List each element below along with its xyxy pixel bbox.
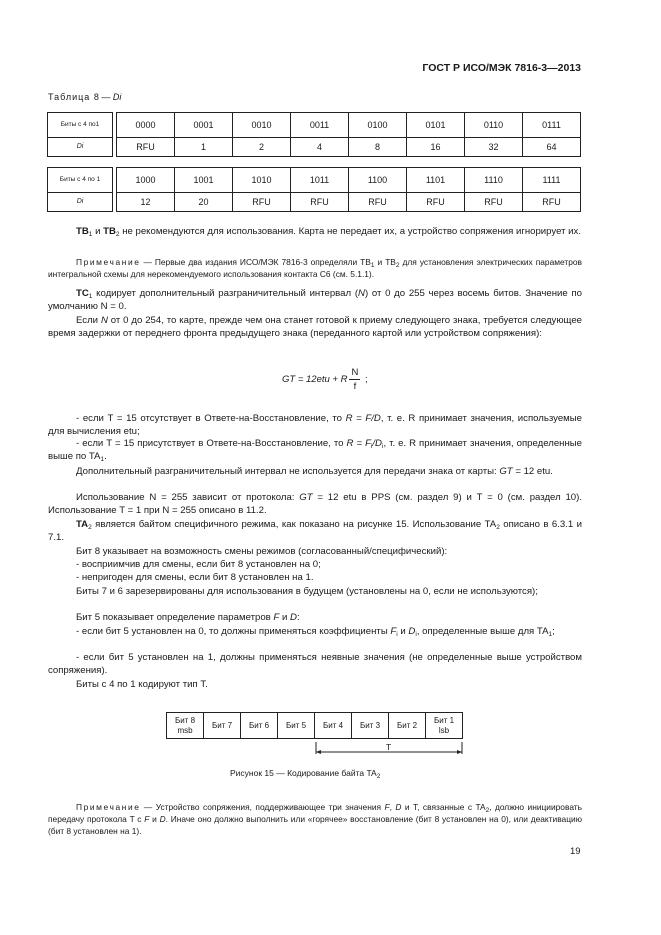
text: Использование N = 255 зависит от протокола: (76, 492, 300, 503)
bit-cell (389, 713, 426, 739)
table-cell: RFU (117, 138, 175, 157)
table-cell: 4 (291, 138, 349, 157)
paragraph-gt-card (48, 466, 582, 479)
table-caption-symbol: Di (112, 92, 122, 102)
table-cell: 0000 (117, 113, 175, 138)
symbol-f: F (390, 626, 397, 637)
formula-inline: R = F/D (345, 413, 381, 424)
table-caption (48, 92, 121, 102)
bit-label: Бит 5 (285, 720, 307, 730)
paragraph-bit5-1: - если бит 5 установлен на 1, должны применяться неявные значения (не определенные выше устройством сопряжения). (48, 652, 582, 676)
text: и (149, 814, 160, 824)
subscript: 1 (100, 455, 105, 463)
bit-cell (204, 713, 241, 739)
text: Если (76, 315, 101, 326)
text: ) от 0 до 255 через восемь битов. Значение по умолчанию N = 0. (48, 288, 582, 312)
symbol-d: D (395, 802, 402, 812)
table-caption-prefix: Таблица (48, 92, 91, 102)
subscript: 2 (485, 807, 490, 814)
formula-inline: R = F (346, 438, 371, 449)
text: не рекомендуются для использования. Карта не передает их, а устройство сопряжения игнорирует их. (119, 226, 581, 237)
symbol-d: D (408, 626, 416, 637)
table-row-label: Di (48, 138, 113, 157)
text: является байтом специфичного режима, как показано на рисунке 15. Использование TA (91, 519, 497, 530)
text: от 0 до 254, то карте, прежде чем она станет готовой к приему следующего знака, требуется следующее время задержки от переднего фронта предыдущего знака (переданного картой или устройством сопряжения): (48, 315, 582, 339)
table-cell: 1100 (349, 168, 407, 193)
text: , т. е. R принимает значения, используемые для вычисления etu; (48, 413, 582, 437)
subscript: 1 (370, 262, 375, 269)
table-row-label: Биты с 4 по1 (48, 113, 113, 138)
formula-inline: GT (499, 466, 513, 477)
subscript: i (370, 443, 373, 450)
table-row-label: Di (48, 193, 113, 212)
text: - если T = 15 отсутствует в Ответе-на-Восстановление, то (76, 413, 346, 424)
term-tb2: TB (103, 226, 116, 237)
paragraph-t15-present (48, 438, 582, 464)
bit-label: Бит 3 (359, 720, 381, 730)
table-cell: 1110 (465, 168, 523, 193)
text: . (104, 450, 107, 462)
table-cell: 1 (175, 138, 233, 157)
subscript: 2 (496, 524, 500, 531)
text: и (92, 226, 104, 237)
note-label: Примечание (76, 802, 141, 812)
bit-sublabel: lsb (438, 725, 450, 735)
text: . Иначе оно должно выполнить или «горячее» восстановление (бит 8 установлен на 0), или деактивацию (бит 8 установлен на 1). (48, 814, 582, 836)
symbol-d: D (159, 814, 166, 824)
paragraph-bit8: Бит 8 указывает на возможность смены режимов (согласованный/специфический): (76, 546, 448, 557)
text: - если бит 5 установлен на 0, то должны применяться коэффициенты (76, 626, 391, 637)
arrow-left-icon (316, 750, 321, 754)
table-cell: 0111 (523, 113, 581, 138)
paragraph-delay (48, 315, 582, 341)
figure-caption-text: Рисунок 15 — Кодирование байта TA (230, 768, 377, 778)
t-span-label: T (386, 742, 392, 752)
subscript: 1 (548, 631, 553, 638)
paragraph-bits76: Биты 7 и 6 зарезервированы для использования в будущем (установлены на 0, если не используются); (76, 586, 538, 597)
table-cell: 0011 (291, 113, 349, 138)
bit-sublabel: msb (177, 725, 193, 735)
table-cell: 1000 (117, 168, 175, 193)
paragraph-bit5-0 (48, 626, 582, 639)
text: - если T = 15 присутствует в Ответе-на-Восстановление, то (76, 438, 347, 449)
text: , определенные выше для TA (416, 626, 549, 637)
term-tb1: TB (76, 226, 89, 237)
document-header: ГОСТ Р ИСО/МЭК 7816-3—2013 (422, 62, 581, 74)
fraction-numerator: N (351, 367, 359, 378)
text: = 12 etu в PPS (см. раздел 9) и T = 0 (см. раздел 10). Использование T = 1 при N = 255 описано в 11.2. (48, 492, 582, 516)
bit-cell (278, 713, 315, 739)
table-cell: RFU (465, 193, 523, 212)
di-table-2 (47, 167, 581, 212)
formula-inline: /D (372, 438, 382, 449)
text: и T, связанные с TA (401, 802, 486, 812)
subscript: i (396, 631, 398, 638)
table-cell: 1101 (407, 168, 465, 193)
table-cell: 0001 (175, 113, 233, 138)
table-cell: 0101 (407, 113, 465, 138)
table-cell: 64 (523, 138, 581, 157)
fraction-denominator: f (353, 381, 357, 392)
subscript: 2 (88, 524, 92, 531)
symbol-n: N (358, 288, 365, 299)
table-caption-sep: — (98, 92, 113, 102)
formula-end: ; (362, 374, 368, 386)
table-cell: 16 (407, 138, 465, 157)
paragraph-ta2 (48, 519, 582, 545)
text: , (389, 802, 396, 812)
term-ta2: TA (76, 519, 89, 530)
bit-cell (426, 713, 463, 739)
formula-inline: GT (299, 492, 313, 503)
table-cell: RFU (407, 193, 465, 212)
text: , т. е. R принимает значения, определенные выше по TA (48, 438, 582, 462)
text: , должно инициировать передачу протокола T с (48, 802, 582, 824)
paragraph-tc1 (48, 288, 582, 314)
table-row-label: Биты с 4 по 1 (48, 168, 113, 193)
bit-cell (315, 713, 352, 739)
text: и (397, 626, 409, 637)
subscript: 2 (376, 773, 381, 780)
figure-15-byte (166, 712, 463, 739)
table-cell: 2 (233, 138, 291, 157)
paragraph-bits41: Биты с 4 по 1 кодируют тип T. (76, 679, 208, 690)
bit-label: Бит 8 (174, 715, 196, 725)
table-cell: RFU (291, 193, 349, 212)
subscript: i (381, 443, 384, 450)
term-tc1: TC (76, 288, 89, 299)
table-cell: 1111 (523, 168, 581, 193)
bit-label: Бит 6 (248, 720, 270, 730)
table-caption-number: 8 (93, 92, 99, 102)
bit-label: Бит 7 (211, 720, 233, 730)
symbol-n: N (100, 315, 108, 326)
subscript: 2 (395, 262, 400, 269)
table-cell: 0100 (349, 113, 407, 138)
paragraph-bit8-0: - восприимчив для смены, если бит 8 установлен на 0; (76, 559, 321, 570)
text: Дополнительный разграничительный интервал не используется для передачи знака от карты: (76, 466, 500, 477)
note-1 (48, 256, 582, 280)
table-cell: 1010 (233, 168, 291, 193)
table-cell: 0010 (233, 113, 291, 138)
bit-cell (167, 713, 204, 739)
symbol-d: D (290, 612, 297, 623)
text: кодирует дополнительный разграничительный интервал ( (92, 288, 359, 299)
table-cell: RFU (349, 193, 407, 212)
note-2 (48, 801, 582, 837)
table-cell: 1001 (175, 168, 233, 193)
note-label: Примечание (76, 257, 141, 267)
page-number: 19 (570, 846, 581, 857)
paragraph-t15-absent (48, 413, 582, 439)
text: и (279, 612, 290, 623)
figure-caption (230, 768, 380, 778)
text: описано в 6.3.1 и 7.1. (48, 519, 582, 543)
table-cell: 1011 (291, 168, 349, 193)
bit-label: Бит 2 (396, 720, 418, 730)
text: — Устройство сопряжения, поддерживающее три значения (140, 802, 385, 812)
arrow-right-icon (457, 750, 462, 754)
table-cell: 0110 (465, 113, 523, 138)
subscript: 1 (88, 231, 93, 238)
formula-gt (282, 366, 368, 393)
bit-label: Бит 4 (322, 720, 344, 730)
paragraph-bit8-1: - непригоден для смены, если бит 8 установлен на 1. (76, 572, 314, 583)
text: для установления электрических параметров интегральной схемы для нерекомендуемого использования контакта C6 (см. 5.1.1). (48, 257, 582, 279)
bit-label: Бит 1 (433, 715, 455, 725)
subscript: 1 (88, 293, 93, 300)
table-cell: 8 (349, 138, 407, 157)
paragraph-bit5 (48, 612, 582, 625)
paragraph-tb (48, 226, 582, 239)
table-cell: RFU (523, 193, 581, 212)
text: и TB (374, 257, 396, 267)
symbol-f: F (384, 802, 390, 812)
subscript: i (415, 631, 417, 638)
di-table-1 (47, 112, 581, 157)
text: : (296, 612, 300, 623)
text: Бит 5 показывает определение параметров (76, 612, 274, 623)
symbol-f: F (144, 814, 150, 824)
text: — Первые два издания ИСО/МЭК 7816-3 определяли TB (140, 257, 371, 267)
formula-lhs: GT = 12etu + R (282, 374, 348, 386)
table-cell: 32 (465, 138, 523, 157)
paragraph-n255 (48, 492, 582, 518)
bit-cell (241, 713, 278, 739)
formula-fraction (349, 366, 360, 393)
subscript: 2 (115, 231, 120, 238)
bit-cell (352, 713, 389, 739)
table-cell: 12 (117, 193, 175, 212)
text: = 12 etu. (512, 466, 553, 477)
symbol-f: F (273, 612, 280, 623)
text: ; (552, 626, 555, 637)
table-cell: 20 (175, 193, 233, 212)
table-cell: RFU (233, 193, 291, 212)
